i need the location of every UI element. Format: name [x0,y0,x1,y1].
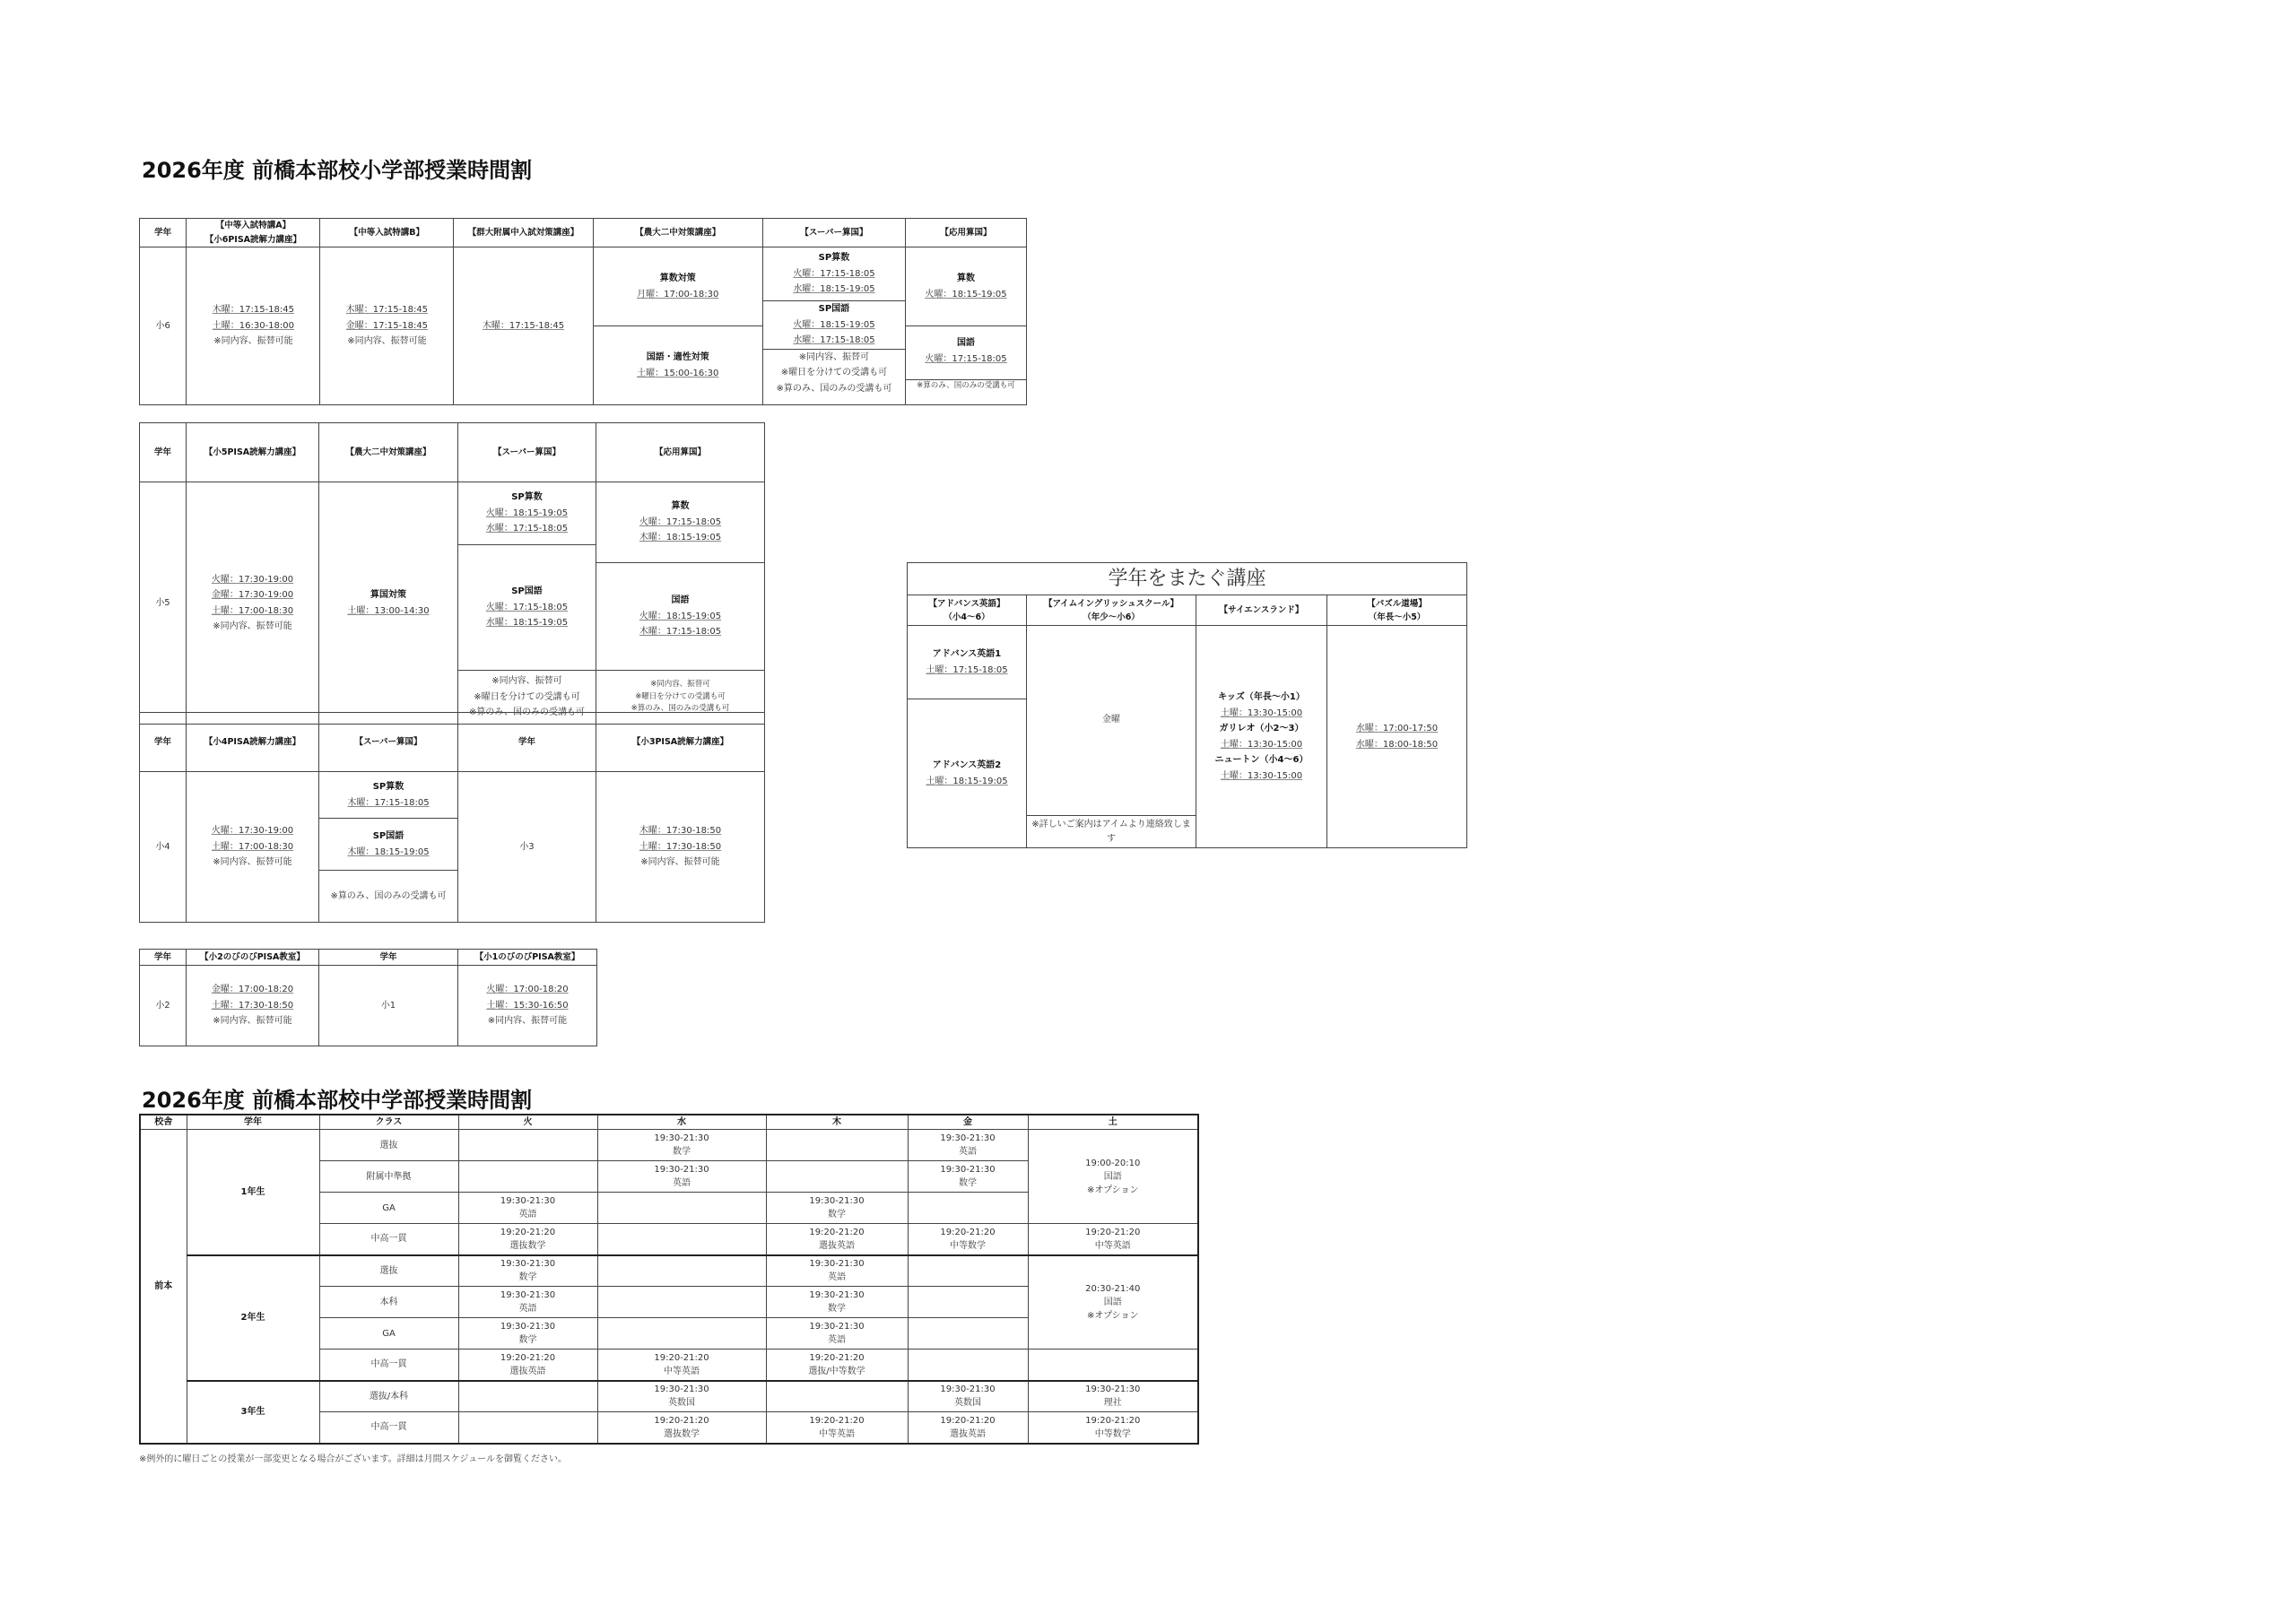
cell-tue: 19:30-21:30 英語 [458,1287,597,1318]
cell-tue [458,1381,597,1412]
class-name: 選抜 [319,1255,458,1287]
header-pisa2: 【小2のびのびPISA教室】 [187,950,319,966]
header-nodai: 【農大二中対策講座】 [319,423,458,482]
cell-fri: 19:20-21:20 選抜英語 [908,1412,1028,1444]
cell-sp-math: SP算数 火曜：18:15-19:05 水曜：17:15-18:05 [458,482,596,545]
cell-fri [908,1287,1028,1318]
cell-oyo-note: ※同内容、振替可 ※曜日を分けての受講も可 ※算のみ、国のみの受講も可 [596,671,765,725]
header-class: クラス [319,1115,458,1130]
cell-thu: 19:30-21:30 英語 [766,1318,908,1350]
cell-fri: 19:30-21:30 数学 [908,1161,1028,1193]
header-wed: 水 [597,1115,766,1130]
cell-sp-math: SP算数 火曜：17:15-18:05 水曜：18:15-19:05 [762,247,905,301]
cell-tue: 19:30-21:30 英語 [458,1193,597,1224]
cell-wed: 19:20-21:20 選抜数学 [597,1412,766,1444]
cell-tue [458,1130,597,1161]
cell-thu [766,1161,908,1193]
class-name: 中高一貫 [319,1412,458,1444]
header-grade2: 学年 [140,950,187,966]
cell-tue: 19:20-21:20 選抜英語 [458,1350,597,1381]
cell-nodai: 算国対策 土曜：13:00-14:30 [319,482,458,725]
cell-sp-japanese: SP国語 木曜：18:15-19:05 [319,819,458,871]
grade-label: 2年生 [187,1255,319,1381]
cell-wed: 19:30-21:30 英語 [597,1161,766,1193]
cell-sat-option: 20:30-21:40 国語 ※オプション [1028,1255,1198,1350]
grade1-label: 小1 [319,966,458,1046]
header-tokko-b: 【中等入試特講B】 [320,219,454,247]
cell-thu: 19:30-21:30 数学 [766,1193,908,1224]
header-pisa4: 【小4PISA読解力講座】 [187,713,319,772]
cell-thu: 19:30-21:30 英語 [766,1255,908,1287]
cell-sp-japanese: SP国語 火曜：17:15-18:05 水曜：18:15-19:05 [458,545,596,671]
cell-fri: 19:20-21:20 中等数学 [908,1224,1028,1255]
cell-sp-math: SP算数 木曜：17:15-18:05 [319,772,458,819]
header-aim-english: 【アイムイングリッシュスクール】 （年少～小6） [1027,595,1196,626]
cell-sp-japanese: SP国語 火曜：18:15-19:05 水曜：17:15-18:05 ※同内容、振替可 ※曜日を分けての受講も可 ※算のみ、国のみの受講も可 [762,301,905,405]
cell-tue: 19:30-21:30 数学 [458,1255,597,1287]
schedule-row [140,1255,1198,1287]
cell-pisa2: 金曜：17:00-18:20 土曜：17:30-18:50 ※同内容、振替可能 [187,966,319,1046]
school-label: 前本 [140,1130,187,1444]
grade3-label: 小3 [458,772,596,923]
cell-nodai-japanese: 国語・適性対策 土曜：15:00-16:30 [593,326,762,405]
grade-label: 1年生 [187,1130,319,1255]
cell-sat-option: 19:00-20:10 国語 ※オプション [1028,1130,1198,1224]
header-oyo: 【応用算国】 [596,423,765,482]
cell-fri [908,1255,1028,1287]
cell-fri [908,1193,1028,1224]
grade-label: 小6 [140,247,187,405]
cell-advance-english-1: アドバンス英語1 土曜：17:15-18:05 [908,626,1027,699]
cell-thu [766,1130,908,1161]
grade4-grade3-table [139,712,765,923]
cross-grade-title: 学年をまたぐ講座 [908,563,1467,595]
cell-sp-note: ※同内容、振替可 ※曜日を分けての受講も可 ※算のみ、国のみの受講も可 [458,671,596,725]
header-grade: 学年 [140,423,187,482]
class-name: 中高一貫 [319,1350,458,1381]
cell-thu: 19:20-21:20 選抜/中等数学 [766,1350,908,1381]
cell-pisa5: 火曜：17:30-19:00 金曜：17:30-19:00 土曜：17:00-18:30 ※同内容、振替可能 [187,482,319,725]
cell-fri [908,1350,1028,1381]
cell-fri: 19:30-21:30 英数国 [908,1381,1028,1412]
cell-wed [597,1193,766,1224]
header-grade4: 学年 [140,713,187,772]
cell-sat: 19:20-21:20 中等英語 [1028,1224,1198,1255]
grade2-label: 小2 [140,966,187,1046]
cell-science-land: キッズ（年長～小1） 土曜：13:30-15:00 ガリレオ（小2～3） 土曜：13:30-15:00 ニュートン（小4～6） 土曜：13:30-15:00 [1196,626,1327,848]
cell-advance-english-2: アドバンス英語2 土曜：18:15-19:05 [908,699,1027,848]
header-sat: 土 [1028,1115,1198,1130]
cell-aim-note: ※詳しいご案内はアイムより連絡致します [1027,816,1196,848]
header-super: 【スーパー算国】 [319,713,458,772]
cell-puzzle-dojo: 水曜：17:00-17:50 水曜：18:00-18:50 [1327,626,1467,848]
cell-tue [458,1412,597,1444]
cell-aim: 金曜 [1027,626,1196,816]
cell-wed: 19:20-21:20 中等英語 [597,1350,766,1381]
cell-thu: 19:20-21:20 中等英語 [766,1412,908,1444]
class-name: GA [319,1318,458,1350]
cell-tokko-a: 木曜：17:15-18:45 土曜：16:30-18:00 ※同内容、振替可能 [187,247,320,405]
cell-oyo-math: 算数 火曜：17:15-18:05 木曜：18:15-19:05 [596,482,765,563]
cell-tue: 19:30-21:30 数学 [458,1318,597,1350]
cell-oyo-math: 算数 火曜：18:15-19:05 [906,247,1027,326]
grade4-label: 小4 [140,772,187,923]
cell-wed [597,1318,766,1350]
header-pisa1: 【小1のびのびPISA教室】 [458,950,597,966]
header-tokko-a: 【中等入試特講A】 【小6PISA読解力講座】 [187,219,320,247]
cell-oyo-japanese: 国語 火曜：18:15-19:05 木曜：17:15-18:05 [596,563,765,671]
cell-pisa4: 火曜：17:30-19:00 土曜：17:00-18:30 ※同内容、振替可能 [187,772,319,923]
header-grade: 学年 [140,219,187,247]
header-nodai: 【農大二中対策講座】 [593,219,762,247]
cell-tue [458,1161,597,1193]
middle-school-table [139,1114,1199,1445]
cell-fri: 19:30-21:30 英語 [908,1130,1028,1161]
cell-tokko-b: 木曜：17:15-18:45 金曜：17:15-18:45 ※同内容、振替可能 [320,247,454,405]
header-super: 【スーパー算国】 [458,423,596,482]
cell-wed [597,1224,766,1255]
header-gundai: 【群大附属中入試対策講座】 [454,219,593,247]
grade-label: 小5 [140,482,187,725]
class-name: 本科 [319,1287,458,1318]
cell-wed: 19:30-21:30 数学 [597,1130,766,1161]
cell-tue: 19:20-21:20 選抜数学 [458,1224,597,1255]
elementary-title: 2026年度 前橋本部校小学部授業時間割 [142,158,533,183]
header-pisa5: 【小5PISA読解力講座】 [187,423,319,482]
cell-pisa1: 火曜：17:00-18:20 土曜：15:30-16:50 ※同内容、振替可能 [458,966,597,1046]
cell-wed: 19:30-21:30 英数国 [597,1381,766,1412]
grade6-table [139,218,1027,405]
class-name: 選抜/本科 [319,1381,458,1412]
cell-fri [908,1318,1028,1350]
header-super: 【スーパー算国】 [762,219,905,247]
cell-sat: 19:30-21:30 理社 [1028,1381,1198,1412]
schedule-row [140,1130,1198,1161]
cell-wed [597,1287,766,1318]
cross-grade-table [907,562,1467,848]
cell-thu: 19:30-21:30 数学 [766,1287,908,1318]
class-name: 附属中準拠 [319,1161,458,1193]
header-grade1: 学年 [319,950,458,966]
cell-sat: 19:20-21:20 中等数学 [1028,1412,1198,1444]
grade2-grade1-table [139,949,597,1046]
middle-school-title: 2026年度 前橋本部校中学部授業時間割 [142,1088,533,1113]
header-grade: 学年 [187,1115,319,1130]
cell-oyo-japanese: 国語 火曜：17:15-18:05 ※算のみ、国のみの受講も可 [906,326,1027,405]
grade5-table [139,422,765,725]
cell-pisa3: 木曜：17:30-18:50 土曜：17:30-18:50 ※同内容、振替可能 [596,772,765,923]
header-oyo: 【応用算国】 [906,219,1027,247]
cell-gundai: 木曜：17:15-18:45 [454,247,593,405]
header-thu: 木 [766,1115,908,1130]
schedule-row [140,1381,1198,1412]
cell-thu: 19:20-21:20 選抜英語 [766,1224,908,1255]
grade-label: 3年生 [187,1381,319,1444]
class-name: 中高一貫 [319,1224,458,1255]
class-name: 選抜 [319,1130,458,1161]
header-puzzle-dojo: 【パズル道場】 （年長～小5） [1327,595,1467,626]
class-name: GA [319,1193,458,1224]
cell-wed [597,1255,766,1287]
header-grade3: 学年 [458,713,596,772]
header-science-land: 【サイエンスランド】 [1196,595,1327,626]
cell-sp-note: ※算のみ、国のみの受講も可 [319,871,458,923]
cell-sat [1028,1350,1198,1381]
footnote: ※例外的に曜日ごとの授業が一部変更となる場合がございます。詳細は月間スケジュールを御覧ください。 [139,1454,567,1464]
header-school: 校舎 [140,1115,187,1130]
header-pisa3: 【小3PISA読解力講座】 [596,713,765,772]
cell-thu [766,1381,908,1412]
header-tue: 火 [458,1115,597,1130]
header-fri: 金 [908,1115,1028,1130]
cell-nodai-math: 算数対策 月曜：17:00-18:30 [593,247,762,326]
header-advance-english: 【アドバンス英語】 （小4～6） [908,595,1027,626]
